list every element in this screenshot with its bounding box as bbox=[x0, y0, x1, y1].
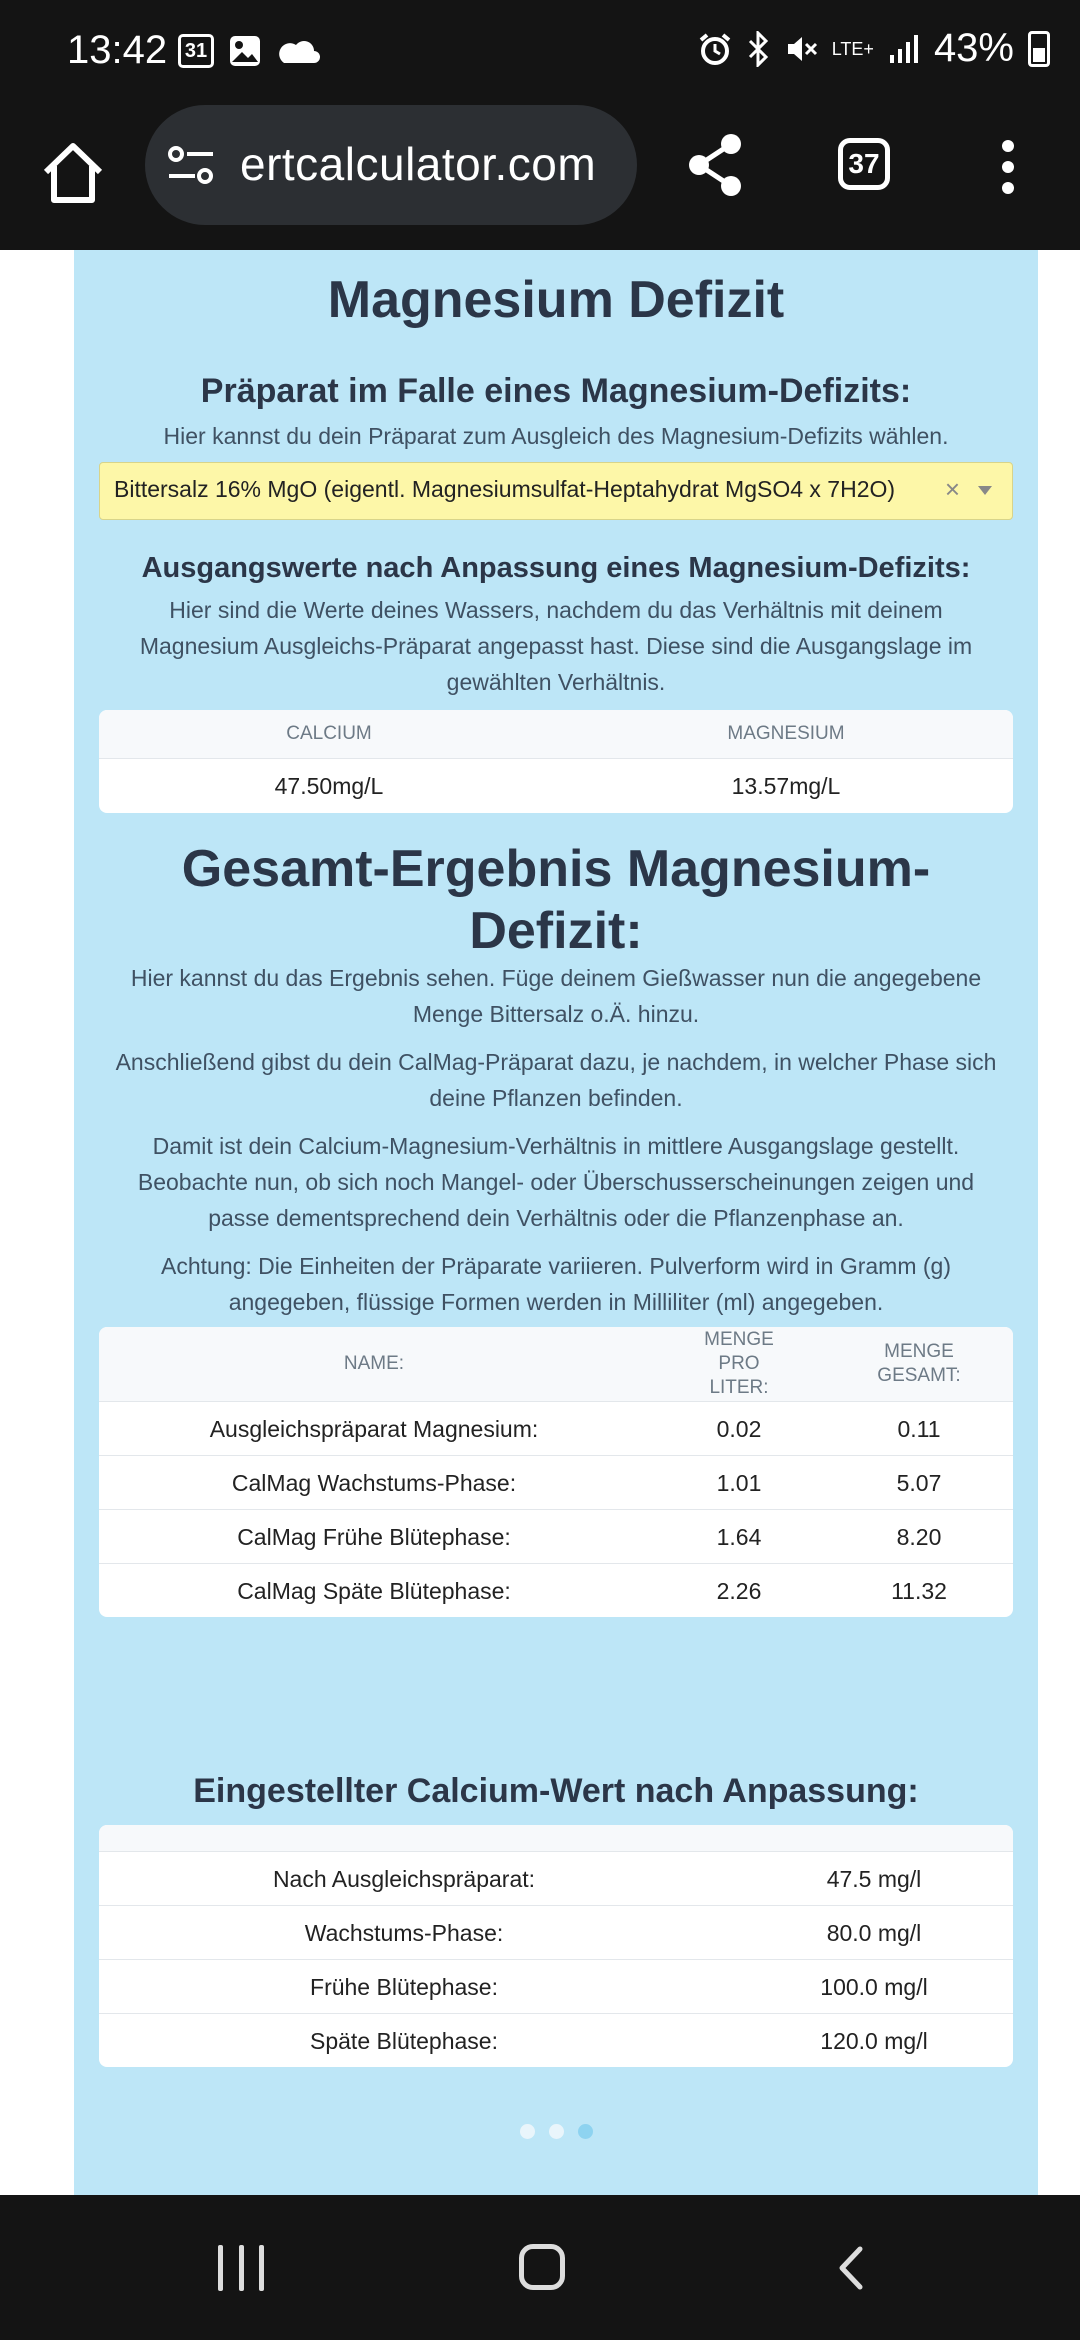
status-bar bbox=[0, 0, 1080, 100]
system-nav-bar bbox=[0, 2195, 1080, 2340]
row-label: Späte Blütephase: bbox=[310, 2027, 498, 2054]
url-text[interactable]: ertcalculator.com bbox=[240, 138, 597, 190]
row-name: CalMag Frühe Blütephase: bbox=[237, 1523, 511, 1550]
row-total: 5.07 bbox=[896, 1469, 942, 1496]
row-name: CalMag Späte Blütephase: bbox=[237, 1577, 511, 1604]
output-heading: Ausgangswerte nach Anpassung eines Magnesium-Defizits: bbox=[141, 552, 971, 584]
row-per-liter: 1.64 bbox=[716, 1523, 762, 1550]
carousel-dot[interactable] bbox=[520, 2124, 535, 2139]
column-header: CALCIUM bbox=[286, 723, 372, 744]
share-icon[interactable] bbox=[685, 132, 745, 198]
signal-icon bbox=[888, 33, 920, 65]
table-header bbox=[99, 1825, 1013, 1851]
row-value: 100.0 mg/l bbox=[820, 1973, 928, 2000]
column-header: MAGNESIUM bbox=[727, 723, 845, 744]
result-table bbox=[99, 1327, 1013, 1617]
mute-icon bbox=[784, 32, 818, 66]
calcium-table bbox=[99, 1825, 1013, 2067]
table-row bbox=[99, 1959, 1013, 2014]
row-value: 47.5 mg/l bbox=[826, 1865, 922, 1892]
table-header bbox=[99, 710, 1013, 758]
table-row bbox=[99, 1851, 1013, 1906]
chevron-down-icon[interactable] bbox=[978, 486, 992, 495]
alarm-icon bbox=[698, 32, 732, 66]
row-per-liter: 2.26 bbox=[716, 1577, 762, 1604]
calcium-value: 47.50mg/L bbox=[274, 773, 384, 799]
table-row bbox=[99, 1905, 1013, 1960]
web-page bbox=[0, 250, 1080, 2195]
row-total: 11.32 bbox=[891, 1577, 947, 1604]
result-heading: Gesamt-Ergebnis Magnesium-Defizit: bbox=[181, 840, 931, 960]
row-total: 0.11 bbox=[897, 1415, 941, 1442]
result-paragraph: Damit ist dein Calcium-Magnesium-Verhältnis in mittlere Ausgangslage gestellt. Beobachte nun, ob sich noch Mangel- oder Überschusserscheinungen zeigen und passe dementsprechend dein Verhältnis oder die Pflanzenphase an. bbox=[137, 1133, 975, 1231]
table-row bbox=[99, 1455, 1013, 1510]
table-row bbox=[99, 2013, 1013, 2067]
row-name: CalMag Wachstums-Phase: bbox=[231, 1469, 517, 1496]
calendar-icon: 31 bbox=[178, 34, 214, 68]
preparation-select[interactable] bbox=[99, 462, 1013, 520]
table-row bbox=[99, 1509, 1013, 1564]
output-table bbox=[99, 710, 1013, 813]
page-title: Magnesium Defizit bbox=[327, 271, 785, 329]
browser-toolbar bbox=[0, 100, 1080, 250]
network-type: LTE+ bbox=[831, 38, 874, 59]
magnesium-value: 13.57mg/L bbox=[731, 773, 841, 799]
home-icon[interactable] bbox=[38, 138, 108, 208]
column-header: MENGE GESAMT: bbox=[877, 1341, 961, 1386]
recents-button[interactable] bbox=[218, 2245, 264, 2291]
preparation-description: Hier kannst du dein Präparat zum Ausgleich des Magnesium-Defizits wählen. bbox=[163, 423, 949, 449]
cloud-icon bbox=[276, 37, 320, 65]
site-settings-icon[interactable] bbox=[167, 143, 215, 187]
gallery-icon bbox=[228, 34, 262, 68]
table-row bbox=[99, 1563, 1013, 1617]
carousel-indicator bbox=[99, 2124, 1013, 2139]
battery-icon bbox=[1028, 31, 1050, 67]
table-row bbox=[99, 1401, 1013, 1456]
preparation-selected-value: Bittersalz 16% MgO (eigentl. Magnesiumsulfat-Heptahydrat MgSO4 x 7H2O) bbox=[114, 476, 896, 502]
preparation-heading: Präparat im Falle eines Magnesium-Defizits: bbox=[200, 372, 912, 410]
row-label: Frühe Blütephase: bbox=[310, 1973, 498, 2000]
row-name: Ausgleichspräparat Magnesium: bbox=[209, 1415, 539, 1442]
notification-icons bbox=[178, 34, 320, 68]
battery-percent: 43% bbox=[933, 26, 1014, 70]
result-paragraph: Anschließend gibst du dein CalMag-Präparat dazu, je nachdem, in welcher Phase sich deine Pflanzen befinden. bbox=[115, 1049, 997, 1111]
table-row bbox=[99, 758, 1013, 813]
address-bar[interactable] bbox=[145, 105, 637, 225]
column-header: NAME: bbox=[343, 1353, 405, 1374]
calculator-panel bbox=[74, 250, 1038, 2195]
result-paragraph: Achtung: Die Einheiten der Präparate variieren. Pulverform wird in Gramm (g) angegeben, flüssige Formen werden in Milliliter (ml) angegeben. bbox=[161, 1253, 951, 1315]
carousel-dot-active[interactable] bbox=[578, 2124, 593, 2139]
clear-selection-icon[interactable]: × bbox=[944, 474, 960, 504]
more-menu-icon[interactable] bbox=[995, 140, 1021, 200]
row-label: Wachstums-Phase: bbox=[304, 1919, 504, 1946]
column-header: MENGE PRO LITER: bbox=[704, 1329, 774, 1398]
system-icons bbox=[698, 26, 1050, 71]
bluetooth-icon bbox=[746, 31, 770, 67]
calcium-heading: Eingestellter Calcium-Wert nach Anpassung: bbox=[193, 1772, 919, 1810]
tab-switcher-button[interactable]: 37 bbox=[838, 138, 890, 190]
row-value: 120.0 mg/l bbox=[820, 2027, 928, 2054]
back-icon[interactable] bbox=[830, 2245, 876, 2291]
row-value: 80.0 mg/l bbox=[826, 1919, 922, 1946]
row-per-liter: 0.02 bbox=[716, 1415, 762, 1442]
home-button[interactable] bbox=[519, 2244, 565, 2290]
row-label: Nach Ausgleichspräparat: bbox=[272, 1865, 536, 1892]
output-description: Hier sind die Werte deines Wassers, nachdem du das Verhältnis mit deinem Magnesium Ausgleichs-Präparat angepasst hast. Diese sind die Ausgangslage im gewählten Verhältnis. bbox=[139, 597, 973, 695]
clock: 13:42 bbox=[67, 28, 168, 72]
result-paragraph: Hier kannst du das Ergebnis sehen. Füge deinem Gießwasser nun die angegebene Menge Bittersalz o.Ä. hinzu. bbox=[130, 965, 982, 1027]
table-header bbox=[99, 1327, 1013, 1401]
row-per-liter: 1.01 bbox=[716, 1469, 762, 1496]
row-total: 8.20 bbox=[896, 1523, 942, 1550]
carousel-dot[interactable] bbox=[549, 2124, 564, 2139]
